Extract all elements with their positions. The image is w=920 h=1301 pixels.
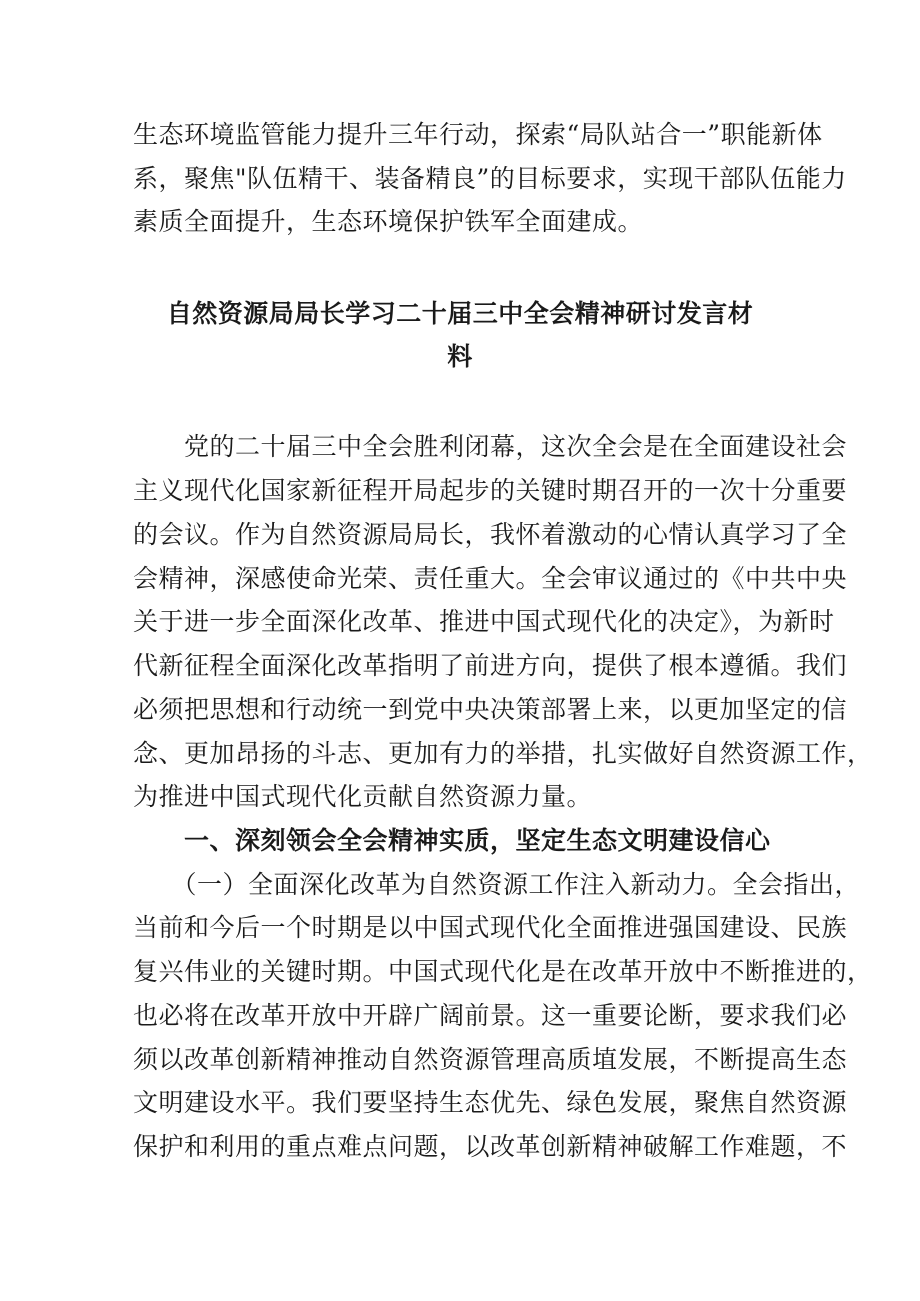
section-line: 文明建设水平。我们要坚持生态优先、绿色发展，聚焦自然资源 (133, 1088, 848, 1117)
body-line: 代新征程全面深化改革指明了前进方向，提供了根本遵循。我们 (133, 651, 848, 680)
body-line: 为推进中国式现代化贡献自然资源力量。 (133, 782, 593, 811)
intro-line: 生态环境监管能力提升三年行动，探索“局队站合一”职能新体 (133, 120, 823, 149)
body-line: 关于进一步全面深化改革、推进中国式现代化的决定》，为新时 (133, 607, 835, 636)
document-title-line: 料 (447, 342, 473, 371)
body-line: 必须把思想和行动统一到党中央决策部署上来，以更加坚定的信 (133, 695, 848, 724)
section-line: 复兴伟业的关键时期。中国式现代化是在改革开放中不断推进的， (133, 957, 873, 986)
body-line: 主义现代化国家新征程开局起步的关键时期召开的一次十分重要 (133, 476, 848, 505)
section-heading: 一、深刻领会全会精神实质，坚定生态文明建设信心 (133, 826, 771, 855)
body-line: 的会议。作为自然资源局局长，我怀着激动的心情认真学习了全 (133, 520, 848, 549)
section-line: 保护和利用的重点难点问题，以改革创新精神破解工作难题，不 (133, 1132, 848, 1161)
section-line: （一）全面深化改革为自然资源工作注入新动力。全会指出， (133, 870, 861, 899)
body-line: 会精神，深感使命光荣、责任重大。全会审议通过的《中共中央 (133, 564, 848, 593)
body-line: 党的二十届三中全会胜利闭幕，这次全会是在全面建设社会 (133, 432, 848, 461)
section-line: 须以改革创新精神推动自然资源管理高质埴发展，不断提高生态 (133, 1045, 848, 1074)
document-title-line: 自然资源局局长学习二十届三中全会精神研讨发言材 (166, 299, 754, 328)
section-line: 当前和今后一个时期是以中国式现代化全面推进强国建设、民族 (133, 913, 848, 942)
intro-line: 素质全面提升，生态环境保护铁军全面建成。 (133, 207, 644, 236)
section-line: 也必将在改革开放中开辟广阔前景。这一重要论断，要求我们必 (133, 1001, 848, 1030)
body-line: 念、更加昂扬的斗志、更加有力的举措，扎实做好自然资源工作， (133, 739, 873, 768)
intro-line: 系，聚焦"队伍精干、装备精良”的目标要求，实现干部队伍能力 (133, 164, 847, 193)
